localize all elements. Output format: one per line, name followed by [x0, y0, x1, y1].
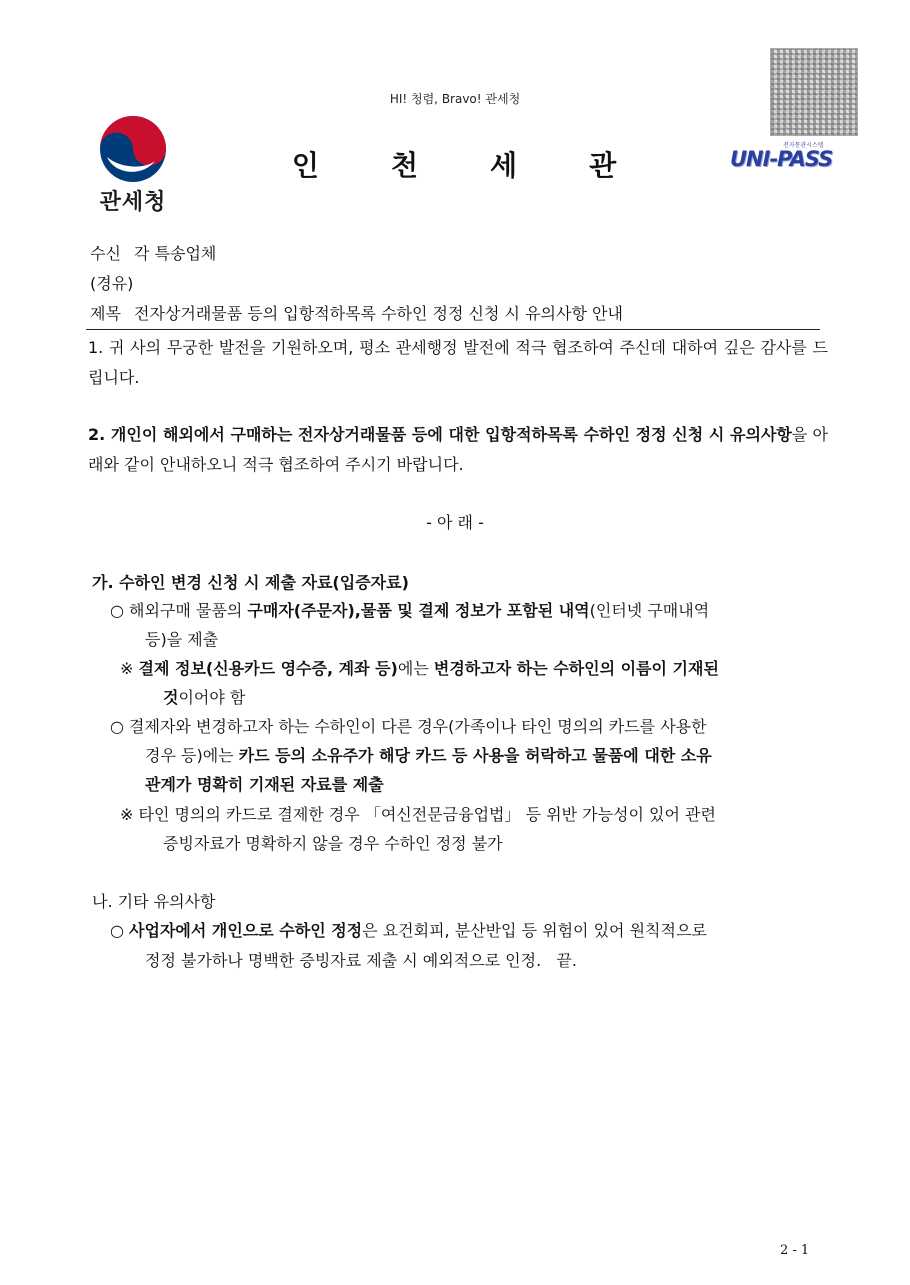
subject-value: 전자상거래물품 등의 입항적하목록 수하인 정정 신청 시 유의사항 안내 — [134, 304, 623, 323]
ga-bullet-1-line2: 등)을 제출 — [145, 630, 219, 649]
ga-bullet-1-prefix: ○ 해외구매 물품의 — [110, 601, 248, 620]
na-bullet-1-bold: 사업자에서 개인으로 수하인 정정 — [129, 921, 363, 940]
na-bullet-1-suffix: 은 요건회피, 분산반입 등 위험이 있어 원칙적으로 — [362, 921, 707, 940]
ga-note-1-bold1: 결제 정보(신용카드 영수증, 계좌 등) — [138, 659, 398, 678]
ga-note-1-line2-rest: 이어야 함 — [178, 688, 246, 707]
na-bullet-1-prefix: ○ — [110, 921, 130, 940]
ga-bullet-2-line1: ○ 결제자와 변경하고자 하는 수하인이 다른 경우(가족이나 타인 명의의 카드를 사용한 — [110, 717, 707, 736]
ga-note-1-line1 — [120, 654, 719, 684]
recipient-value: 각 특송업체 — [134, 244, 217, 263]
ga-note-2-line1: ※ 타인 명의의 카드로 결제한 경우 「여신전문금융업법」 등 위반 가능성이 있어 관련 — [120, 805, 716, 824]
ga-note-1-line2 — [163, 683, 245, 713]
paragraph-2 — [88, 420, 828, 480]
ga-bullet-1-bold: 구매자(주문자),물품 및 결제 정보가 포함된 내역 — [247, 601, 590, 620]
na-bullet-1-line1 — [110, 916, 707, 946]
ga-bullet-2-line2 — [145, 741, 712, 771]
ga-bullet-2-line3: 관계가 명확히 기재된 자료를 제출 — [145, 775, 384, 794]
ga-bullet-2-bold: 카드 등의 소유주가 해당 카드 등 사용을 허락하고 물품에 대한 소유 — [238, 746, 712, 765]
unipass-subtitle: 전자통관시스템 — [783, 142, 824, 149]
ga-bullet-1-suffix: (인터넷 구매내역 — [589, 601, 710, 620]
subject-line — [90, 300, 623, 328]
via-line: (경유) — [90, 274, 134, 293]
paragraph-1: 1. 귀 사의 무궁한 발전을 기원하오며, 평소 관세행정 발전에 적극 협조하여 주신데 대하여 깊은 감사를 드립니다. — [88, 338, 828, 387]
ga-bullet-1-line1 — [110, 596, 709, 626]
title-char: 천 — [390, 149, 420, 182]
header-divider — [86, 329, 820, 330]
recipient-label: 수신 — [90, 244, 121, 263]
unipass-logo: UNI-PASS — [730, 147, 833, 171]
title-char: 인 — [291, 149, 321, 182]
paragraph-2-bold: 2. 개인이 해외에서 구매하는 전자상거래물품 등에 대한 입항적하목록 수하인 정정 신청 시 유의사항 — [88, 425, 792, 444]
note-mark: ※ — [120, 659, 139, 678]
section-ga-heading: 가. 수하인 변경 신청 시 제출 자료(입증자료) — [92, 573, 409, 592]
page-number: 2 - 1 — [780, 1243, 810, 1258]
ga-note-2-line2: 증빙자료가 명확하지 않을 경우 수하인 정정 불가 — [163, 834, 503, 853]
title-char: 세 — [490, 149, 520, 182]
qr-code-image — [770, 48, 858, 136]
ga-note-1-bold2: 변경하고자 하는 수하인의 이름이 기재된 — [433, 659, 719, 678]
ga-note-1-mid: 에는 — [397, 659, 434, 678]
slogan: HI! 청렴, Bravo! 관세청 — [389, 92, 521, 106]
title-char: 관 — [589, 149, 619, 182]
ga-note-1-line2-bold: 것 — [163, 688, 179, 707]
recipient-line — [90, 240, 216, 268]
below-marker: - 아 래 - — [426, 513, 484, 532]
section-na-heading: 나. 기타 유의사항 — [92, 892, 216, 911]
logo-text: 관세청 — [99, 190, 167, 215]
subject-label: 제목 — [90, 304, 121, 323]
na-bullet-1-line2: 정정 불가하나 명백한 증빙자료 제출 시 예외적으로 인정. 끝. — [145, 951, 577, 970]
paragraph-2-rest: 을 아래와 같이 안내하오니 적극 협조하여 주시기 바랍니다. — [88, 425, 829, 474]
ga-bullet-2-prefix: 경우 등)에는 — [145, 746, 239, 765]
